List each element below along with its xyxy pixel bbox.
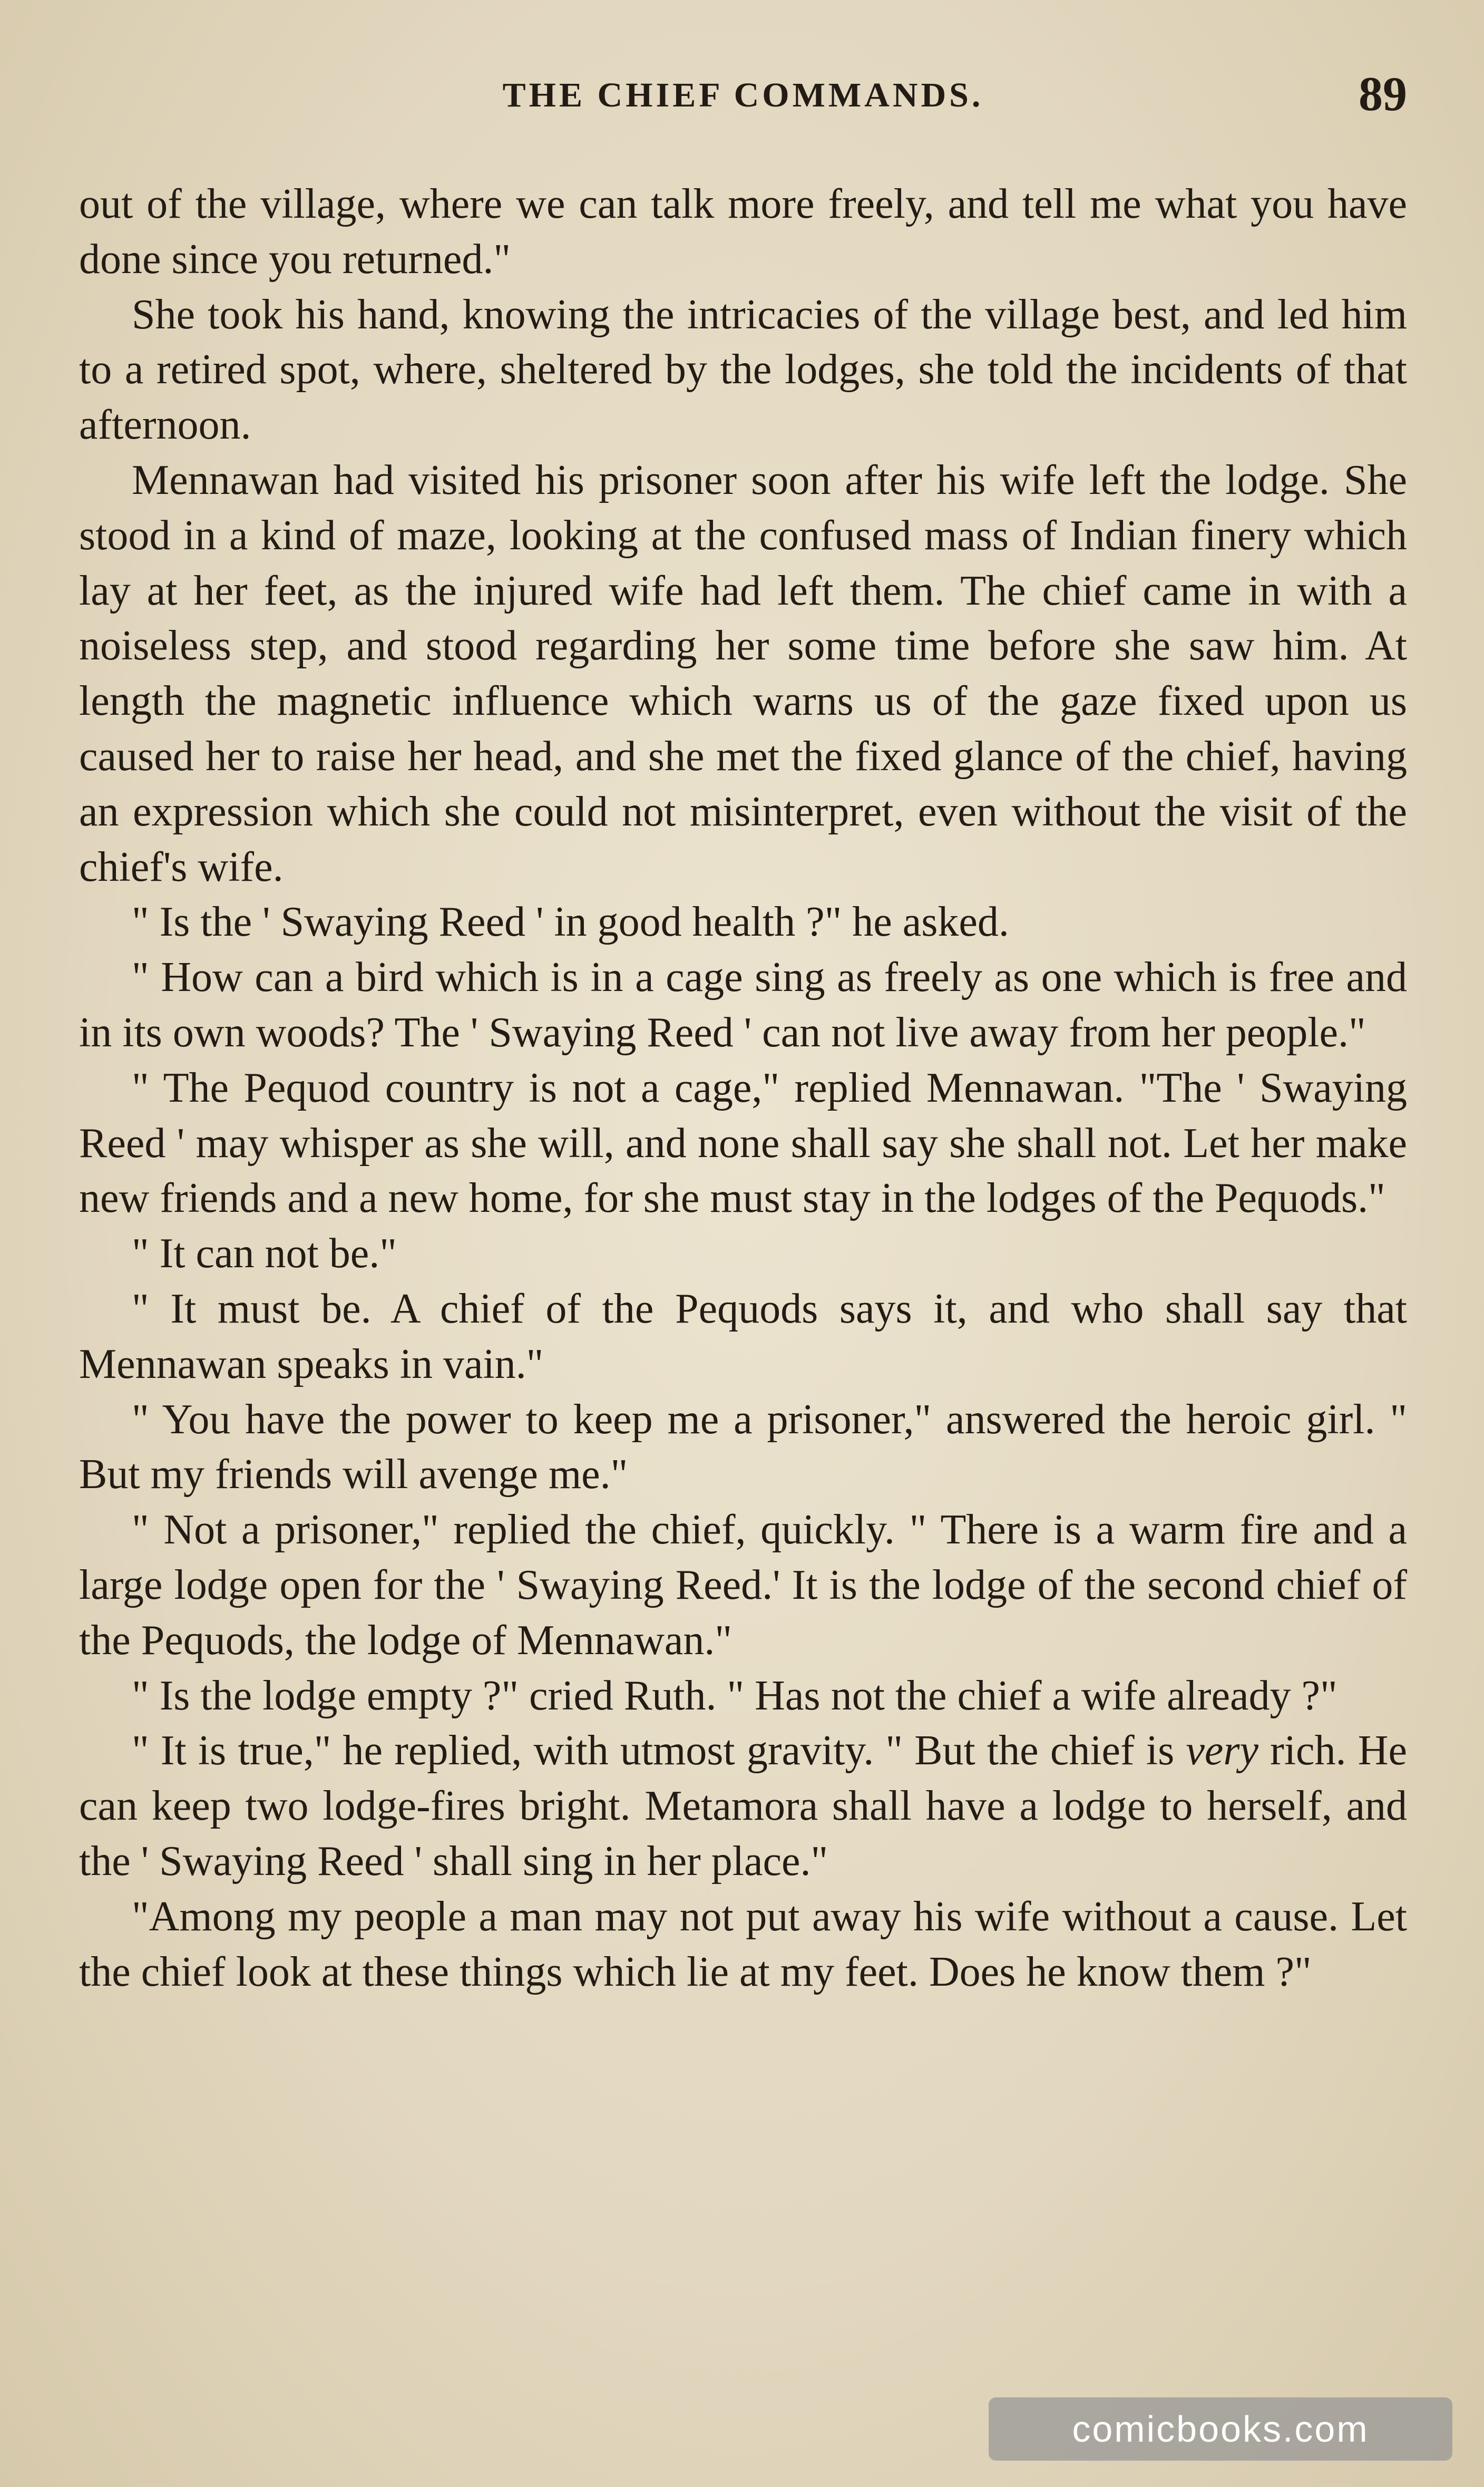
paragraph-3: Mennawan had visited his prisoner soon after his wife left the lodge. She stood in a kind of maze, looking at the confused mass of Indian finery which lay at her feet, as the injured wife had left them. The chief came in with a noiseless step, and stood regarding her some time before she saw him. At length the magnetic influence which warns us of the gaze fixed upon us caused her to raise her head, and she met the fixed glance of the chief, having an expression which she could not misinterpret, even without the visit of the chief's wife. <box>79 456 1407 890</box>
paragraph-10: " Not a prisoner," replied the chief, quickly. " There is a warm fire and a large lodge open for the ' Swaying Reed.' It is the lodge of the second chief of the Pequods, the lodge of Mennawan." <box>79 1507 1407 1664</box>
paragraph-4: " Is the ' Swaying Reed ' in good health ?" he asked. <box>132 899 1009 946</box>
paragraph-11: " Is the lodge empty ?" cried Ruth. " Has not the chief a wife already ?" <box>132 1672 1337 1719</box>
page-header <box>79 66 1407 124</box>
paragraph-1: out of the village, where we can talk more freely, and tell me what you have done since you returned." <box>79 181 1407 283</box>
paragraph-2: She took his hand, knowing the intricacies of the village best, and led him to a retired spot, where, sheltered by the lodges, she told the incidents of that afternoon. <box>79 291 1407 449</box>
paragraph-12-after: rich. He can keep two lodge-fires bright. Metamora shall have a lodge to herself, and the ' Swaying Reed ' shall sing in her place." <box>79 1727 1407 1884</box>
body-text <box>79 177 1407 1999</box>
running-head: THE CHIEF COMMANDS. <box>502 76 984 114</box>
paragraph-8: " It must be. A chief of the Pequods says it, and who shall say that Mennawan speaks in vain." <box>79 1285 1407 1387</box>
paragraph-13: "Among my people a man may not put away his wife without a cause. Let the chief look at these things which lie at my feet. Does he know them ?" <box>79 1893 1407 1995</box>
paragraph-6: " The Pequod country is not a cage," replied Mennawan. "The ' Swaying Reed ' may whisper as she will, and none shall say she shall not. Let her make new friends and a new home, for she must stay in the lodges of the Pequods." <box>79 1064 1407 1222</box>
paragraph-9: " You have the power to keep me a prisoner," answered the heroic girl. " But my friends will avenge me." <box>79 1396 1407 1498</box>
emphasized-word: very <box>1186 1727 1259 1774</box>
paragraph-5: " How can a bird which is in a cage sing as freely as one which is free and in its own woods? The ' Swaying Reed ' can not live away from her people." <box>79 954 1407 1056</box>
watermark-badge: comicbooks.com <box>989 2397 1452 2461</box>
page-number: 89 <box>1359 67 1407 121</box>
paragraph-12-before: " It is true," he replied, with utmost gravity. " But the chief is <box>132 1727 1186 1774</box>
paragraph-7: " It can not be." <box>132 1230 397 1277</box>
paragraph-12 <box>79 1723 1407 1889</box>
